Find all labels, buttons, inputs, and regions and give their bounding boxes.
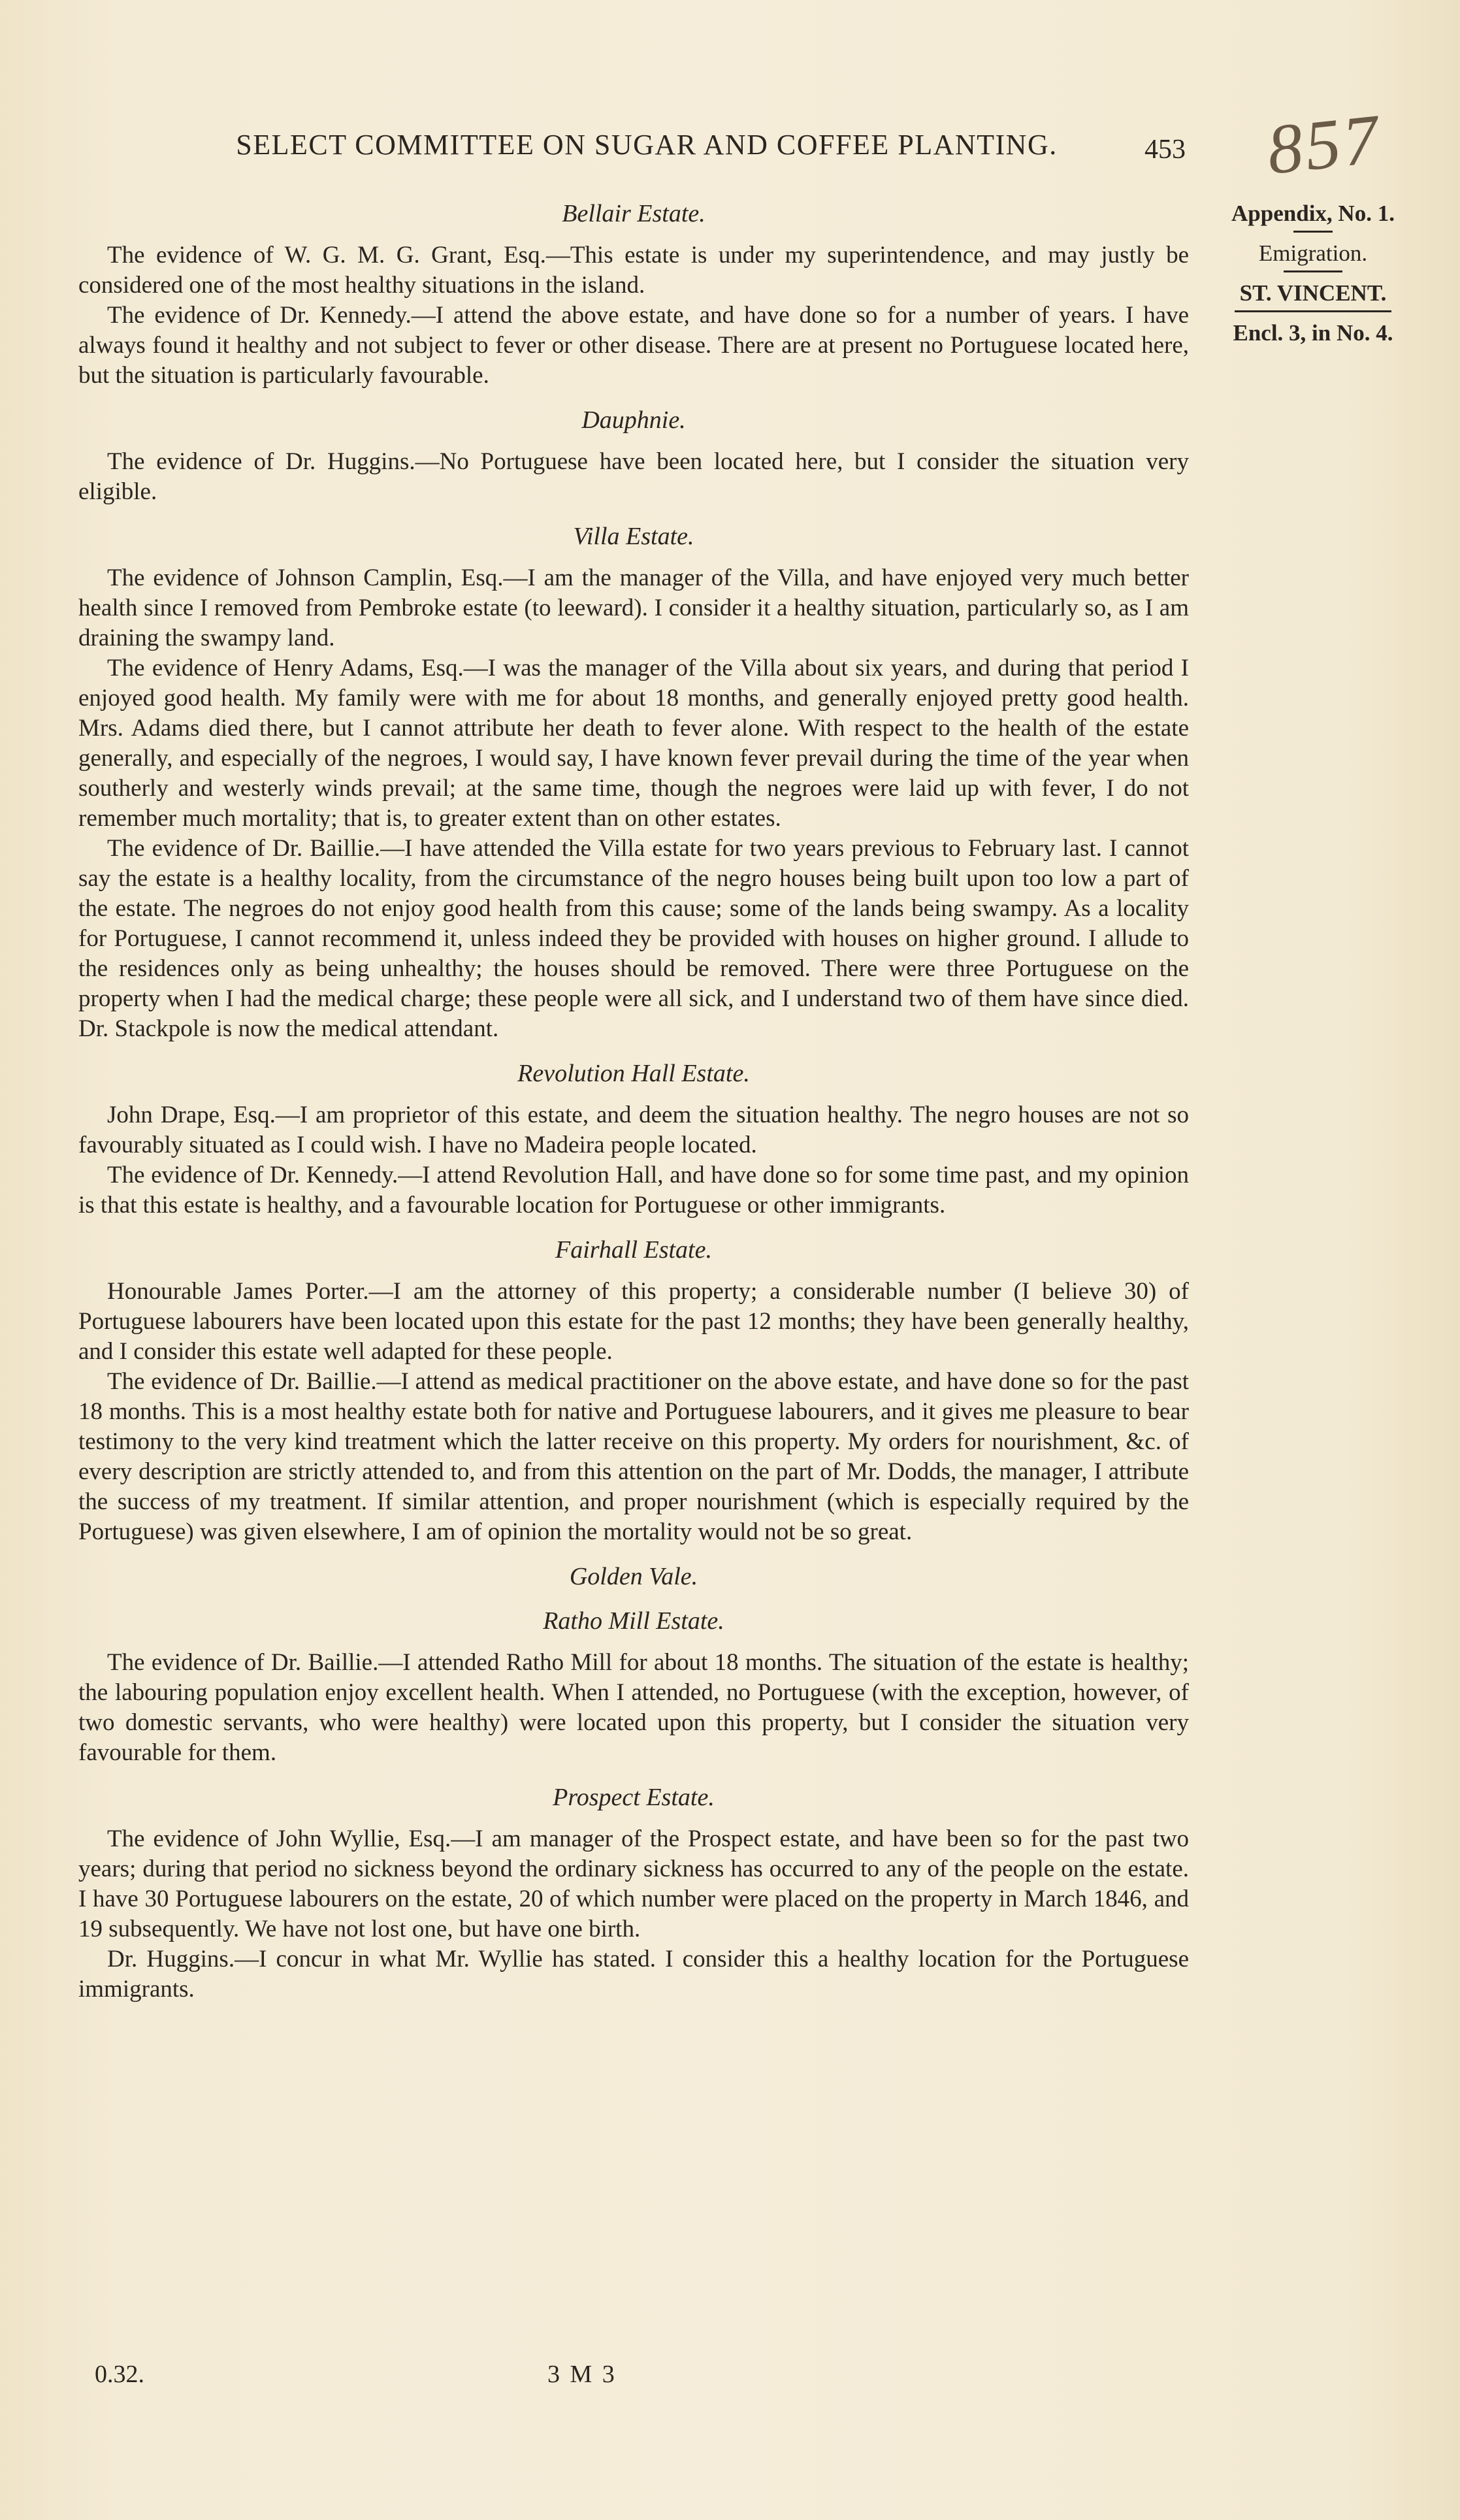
paragraph: The evidence of Dr. Huggins.—No Portuguese have been located here, but I consider the situation very eligible. (78, 448, 1189, 505)
margin-note (1205, 199, 1421, 348)
section-dauphnie (78, 405, 1189, 507)
section-heading: Dauphnie. (581, 406, 686, 434)
margin-rule (1293, 231, 1333, 233)
section-heading: Revolution Hall Estate. (517, 1060, 750, 1087)
margin-enclosure: Encl. 3, in No. 4. (1233, 320, 1393, 346)
section-heading: Golden Vale. (569, 1563, 698, 1590)
paragraph: Honourable James Porter.—I am the attorney of this property; a considerable number (I believe 30) of Portuguese labourers have been located upon this estate for the past 12 months; they have been generally healthy, and I consider this estate well adapted for these people. (78, 1278, 1189, 1365)
signature-mark: 3 M 3 (547, 2361, 617, 2388)
margin-colony: ST. VINCENT. (1239, 280, 1387, 306)
section-prospect (78, 1782, 1189, 2005)
main-text (78, 189, 1189, 2019)
paragraph: John Drape, Esq.—I am proprietor of this estate, and deem the situation healthy. The negro houses are not so favourably situated as I could wish. I have no Madeira people located. (78, 1102, 1189, 1158)
paragraph: The evidence of John Wyllie, Esq.—I am manager of the Prospect estate, and have been so for the past two years; during that period no sickness beyond the ordinary sickness has occurred to any of the people on the estate. I have 30 Portuguese labourers on the estate, 20 of which number were placed on the property in March 1846, and 19 subsequently. We have not lost one, but have one birth. (78, 1825, 1189, 1942)
margin-rule (1235, 310, 1391, 312)
section-heading: Ratho Mill Estate. (543, 1607, 724, 1635)
section-revolution-hall (78, 1058, 1189, 1220)
section-bellair (78, 199, 1189, 391)
paragraph: The evidence of Dr. Baillie.—I attend as medical practitioner on the above estate, and have done so for the past 18 months. This is a most healthy estate both for native and Portuguese labourers, and it gives me pleasure to bear testimony to the very kind treatment which the latter receive on this property. My orders for nourishment, &c. of every description are strictly attended to, and from this attention on the part of Mr. Dodds, the manager, I attribute the success of my treatment. If similar attention, and proper nourishment (which is especially required by the Portuguese) was given elsewhere, I am of opinion the mortality would not be so great. (78, 1368, 1189, 1545)
page-number: 453 (1144, 135, 1186, 165)
margin-rule (1284, 270, 1342, 272)
paragraph: The evidence of Dr. Baillie.—I have attended the Villa estate for two years previous to February last. I cannot say the estate is a healthy locality, from the circumstance of the negro houses being built upon too low a part of the estate. The negroes do not enjoy good health from this cause; some of the lands being swampy. As a locality for Portuguese, I cannot recommend it, unless indeed they be provided with houses on higher ground. I allude to the residences only as being unhealthy; the houses should be removed. There were three Portuguese on the property when I had the medical charge; these people were all sick, and I understand two of them have since died. Dr. Stackpole is now the medical attendant. (78, 835, 1189, 1042)
section-heading: Villa Estate. (573, 523, 694, 550)
margin-emigration: Emigration. (1258, 240, 1368, 266)
margin-appendix: Appendix, No. 1. (1231, 201, 1395, 226)
paragraph: The evidence of Johnson Camplin, Esq.—I am the manager of the Villa, and have enjoyed very much better health since I removed from Pembroke estate (to leeward). I consider it a healthy situation, particularly so, as I am draining the swampy land. (78, 565, 1189, 651)
section-golden-vale (78, 1562, 1189, 1592)
paper-number: 0.32. (95, 2361, 144, 2388)
running-title: SELECT COMMITTEE ON SUGAR AND COFFEE PLANTING. (236, 129, 1058, 161)
section-heading: Fairhall Estate. (555, 1236, 712, 1264)
paragraph: Dr. Huggins.—I concur in what Mr. Wyllie has stated. I consider this a healthy location for the Portuguese immigrants. (78, 1946, 1189, 2003)
paragraph: The evidence of Henry Adams, Esq.—I was the manager of the Villa about six years, and during that period I enjoyed good health. My family were with me for about 18 months, and generally enjoyed pretty good health. Mrs. Adams died there, but I cannot attribute her death to fever alone. With respect to the health of the estate generally, and especially of the negroes, I would say, I have known fever prevail during the time of the year when southerly and westerly winds prevail; at the same time, though the negroes were laid up with fever, I do not remember much mortality; that is, to greater extent than on other estates. (78, 655, 1189, 832)
handwritten-folio-number: 857 (1263, 100, 1385, 189)
section-heading: Bellair Estate. (562, 200, 706, 227)
section-villa (78, 521, 1189, 1044)
section-ratho-mill (78, 1606, 1189, 1768)
paragraph: The evidence of Dr. Baillie.—I attended Ratho Mill for about 18 months. The situation of the estate is healthy; the labouring population enjoy excellent health. When I attended, no Portuguese (with the exception, however, of two domestic servants, who were healthy) were located upon this property, but I consider the situation very favourable for them. (78, 1649, 1189, 1766)
section-heading: Prospect Estate. (553, 1784, 715, 1811)
section-fairhall (78, 1235, 1189, 1547)
paragraph: The evidence of Dr. Kennedy.—I attend the above estate, and have done so for a number of years. I have always found it healthy and not subject to fever or other disease. There are at present no Portuguese located here, but the situation is particularly favourable. (78, 302, 1189, 389)
paragraph: The evidence of W. G. M. G. Grant, Esq.—This estate is under my superintendence, and may justly be considered one of the most healthy situations in the island. (78, 242, 1189, 299)
paragraph: The evidence of Dr. Kennedy.—I attend Revolution Hall, and have done so for some time past, and my opinion is that this estate is healthy, and a favourable location for Portuguese or other immigrants. (78, 1162, 1189, 1219)
